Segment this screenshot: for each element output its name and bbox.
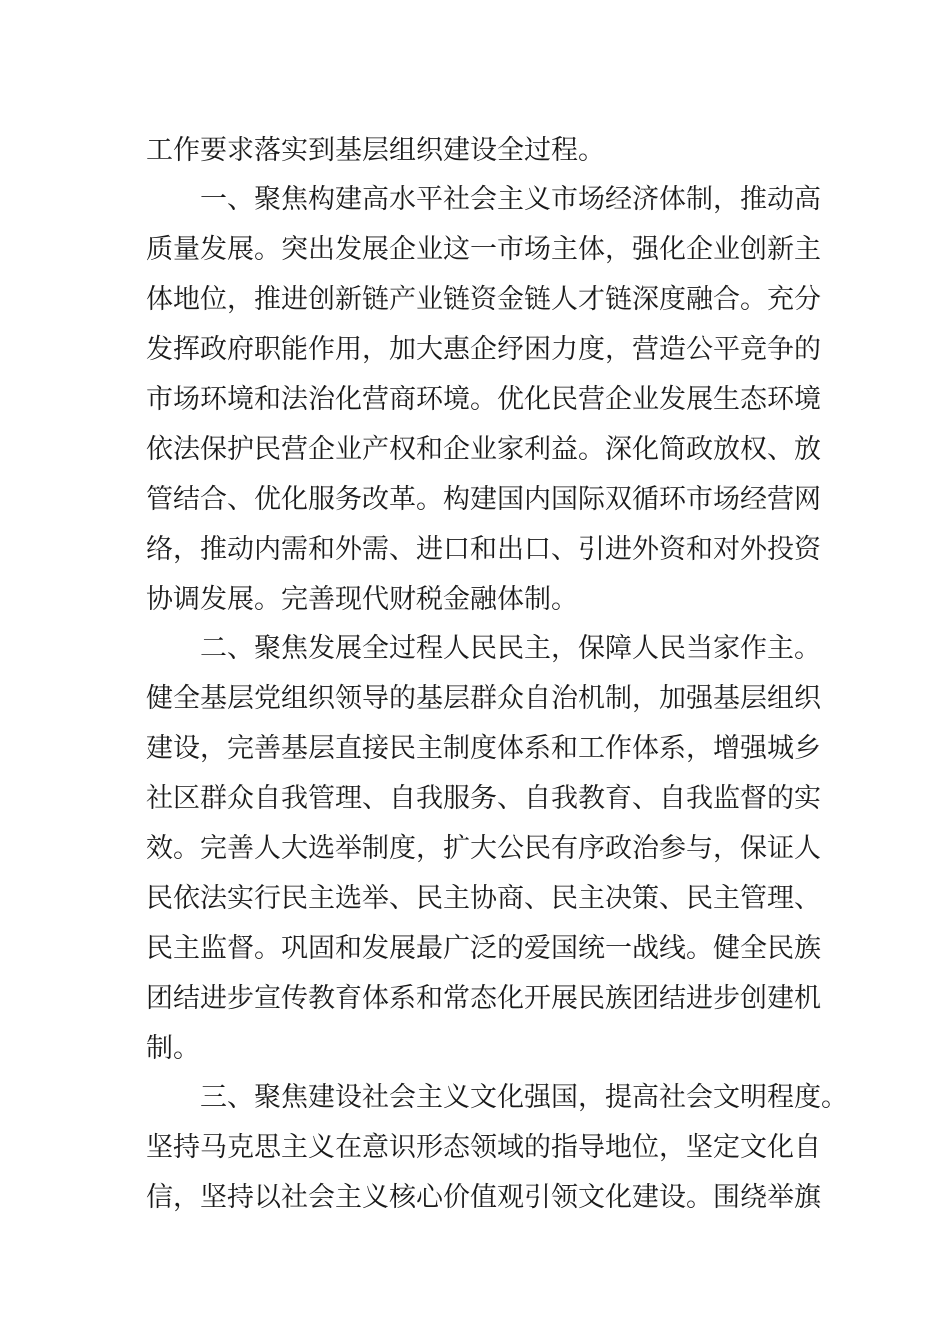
text-line: 效。完善人大选举制度，扩大公民有序政治参与，保证人 — [146, 833, 821, 864]
text-line: 质量发展。突出发展企业这一市场主体，强化企业创新主 — [146, 234, 821, 265]
text-line: 管结合、优化服务改革。构建国内国际双循环市场经营网 — [146, 484, 821, 515]
text-line: 三、聚焦建设社会主义文化强国，提高社会文明程度。 — [200, 1082, 848, 1113]
text-line: 工作要求落实到基层组织建设全过程。 — [146, 135, 605, 166]
text-line: 二、聚焦发展全过程人民民主，保障人民当家作主。 — [200, 633, 821, 664]
text-line: 健全基层党组织领导的基层群众自治机制，加强基层组织 — [146, 683, 821, 714]
text-line: 建设，完善基层直接民主制度体系和工作体系，增强城乡 — [146, 733, 821, 764]
text-line: 社区群众自我管理、自我服务、自我教育、自我监督的实 — [146, 783, 821, 814]
text-line: 络，推动内需和外需、进口和出口、引进外资和对外投资 — [146, 534, 821, 565]
text-line: 信，坚持以社会主义核心价值观引领文化建设。围绕举旗 — [146, 1182, 821, 1213]
text-line: 制。 — [146, 1033, 200, 1064]
text-line: 协调发展。完善现代财税金融体制。 — [146, 584, 578, 615]
text-line: 坚持马克思主义在意识形态领域的指导地位，坚定文化自 — [146, 1132, 821, 1163]
text-line: 依法保护民营企业产权和企业家利益。深化简政放权、放 — [146, 434, 821, 465]
text-line: 市场环境和法治化营商环境。优化民营企业发展生态环境 — [146, 384, 821, 415]
text-line: 团结进步宣传教育体系和常态化开展民族团结进步创建机 — [146, 983, 821, 1014]
text-line: 一、聚焦构建高水平社会主义市场经济体制，推动高 — [200, 184, 821, 215]
text-line: 民主监督。巩固和发展最广泛的爱国统一战线。健全民族 — [146, 933, 821, 964]
text-line: 民依法实行民主选举、民主协商、民主决策、民主管理、 — [146, 883, 821, 914]
text-line: 体地位，推进创新链产业链资金链人才链深度融合。充分 — [146, 284, 821, 315]
text-line: 发挥政府职能作用，加大惠企纾困力度，营造公平竞争的 — [146, 334, 821, 365]
